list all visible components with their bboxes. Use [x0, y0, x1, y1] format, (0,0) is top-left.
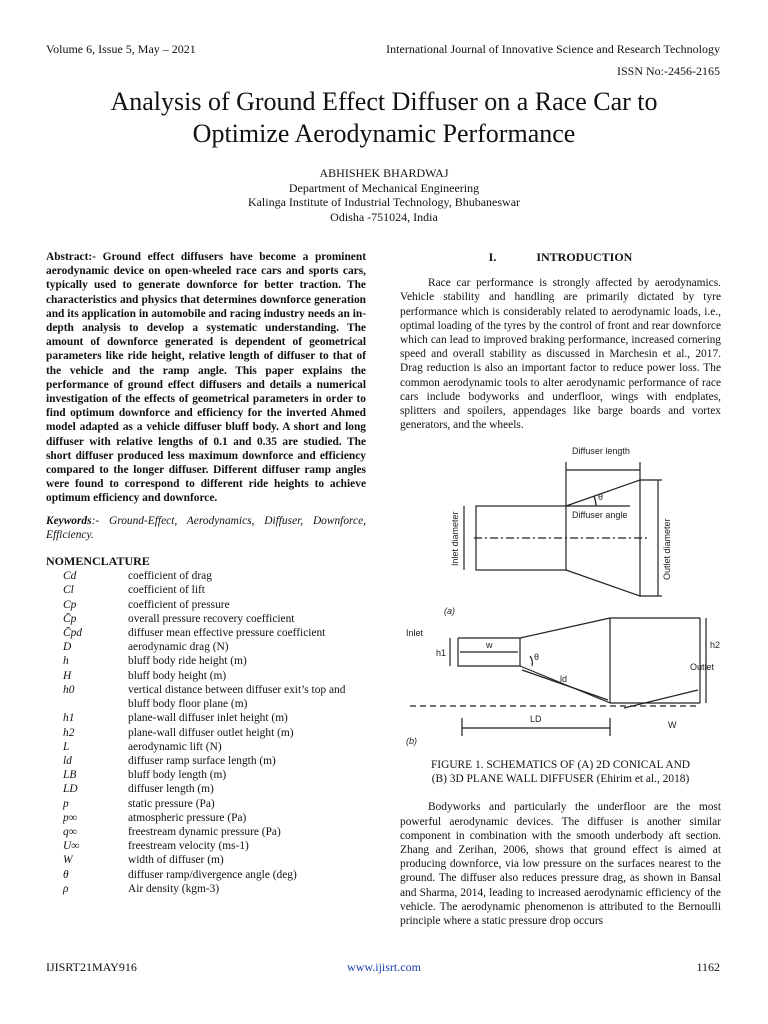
label-diffuser-angle: Diffuser angle: [572, 510, 628, 521]
nomenclature-symbol: p: [63, 797, 69, 810]
nomenclature-definition: bluff body length (m): [128, 769, 227, 782]
label-ld: ld: [560, 674, 568, 685]
nomenclature-definition: aerodynamic lift (N): [128, 740, 222, 753]
section-number: I.: [488, 250, 497, 264]
inlet-pipe: [476, 506, 566, 570]
abstract: Abstract:- Ground effect diffusers have become a prominent aerodynamic device on open-wheeled race cars and sports cars, typically used to generate downforce for better traction. The characteristics and physics that determines downforce generation and its application in automobile and racing industry needs an in-depth analysis to develop a systematic understanding. The amount of downforce generated is dependent of geometrical parameters like ride height, relative length of diffuser to that of the vehicle and the ramp angle. This paper explains the performance of ground effect diffusers and details a numerical investigation of the effects of geometrical parameters in order to find optimum downforce and efficiency for the inverted Ahmed model adapted as a vehicle diffuser bluff body. A short and long diffuser with relative lengths of 0.1 and 0.35 are studied. The short diffuser produced less maximum downforce and efficiency compared to the longer diffuser. Different diffuser ramp angles were found to correspond to different ride heights to achieve optimum efficiency and downforce.: [46, 251, 366, 505]
left-column: [46, 250, 366, 896]
footer-url[interactable]: www.ijisrt.com: [347, 960, 421, 974]
nomenclature-symbol: L: [63, 740, 70, 753]
figure-1-drawing: [400, 438, 721, 758]
label-a: (a): [444, 606, 455, 617]
angle-arc: [594, 496, 596, 506]
header-issn: ISSN No:-2456-2165: [616, 64, 720, 78]
nomenclature-definition: diffuser ramp surface length (m): [128, 754, 276, 767]
author-block: [40, 166, 728, 224]
label-theta-b: θ: [534, 652, 540, 663]
theta-arc-b: [530, 656, 532, 666]
nomenclature-row: [46, 583, 366, 597]
nomenclature-definition: atmospheric pressure (Pa): [128, 811, 247, 824]
nomenclature-definition: aerodynamic drag (N): [128, 641, 229, 654]
label-theta-a: θ: [598, 492, 604, 503]
nomenclature-symbol: LB: [63, 769, 77, 782]
nomenclature-row: [46, 868, 366, 882]
label-outlet-diameter: Outlet diameter: [662, 518, 672, 581]
author-institute: Kalinga Institute of Industrial Technology, Bhubaneswar: [247, 195, 521, 209]
nomenclature-symbol: U∞: [63, 840, 80, 853]
header-journal: International Journal of Innovative Science and Research Technology: [386, 42, 720, 56]
author-location: Odisha -751024, India: [330, 209, 438, 224]
nomenclature-symbol: Cd: [63, 570, 77, 583]
section-heading: [400, 250, 721, 264]
label-diffuser-length: Diffuser length: [572, 446, 630, 457]
label-LD: LD: [530, 714, 542, 725]
nomenclature-row: [46, 754, 366, 768]
nomenclature-symbol: C̄p: [63, 612, 77, 625]
nomenclature-row: [46, 626, 366, 640]
nomenclature-definition: coefficient of drag: [128, 570, 212, 583]
author-dept: Department of Mechanical Engineering: [288, 180, 480, 195]
nomenclature-row: [46, 612, 366, 626]
nomenclature-symbol: h0: [63, 683, 75, 696]
footer-page: 1162: [696, 960, 720, 974]
nomenclature-symbol: ld: [63, 754, 72, 767]
nomenclature-symbol: q∞: [63, 825, 77, 838]
author-name: ABHISHEK BHARDWAJ: [319, 166, 449, 180]
nomenclature-symbol: Cl: [63, 584, 74, 597]
nomenclature-symbol: h: [63, 655, 69, 668]
nomenclature-list: [46, 569, 366, 896]
title-line-1: Analysis of Ground Effect Diffuser on a Race Car to: [110, 87, 658, 116]
label-inlet: Inlet: [406, 628, 424, 639]
right-column: [400, 250, 721, 928]
nomenclature-row: [46, 598, 366, 612]
section-title: INTRODUCTION: [536, 250, 633, 264]
nomenclature-definition: Air density (kgm-3): [128, 882, 220, 895]
nomenclature-definition: width of diffuser (m): [128, 854, 224, 867]
intro-paragraph-2: Bodyworks and particularly the underfloor are the most powerful aerodynamic devices. The diffuser is another similar component in combination with the smooth underbody aft section. Zhang and Zerihan, 2006, shows that ground effect is aimed at producing downforce, via low pressure on the surfaces nearest to the ground. The diffuser also reduces pressure drag, as shown in Bansal and Sharma, 2014, leading to increased aerodynamic efficiency of the vehicle. The aerodynamic phenomenon is attributed to the Bernoulli principle where a static pressure drop occurs: [400, 801, 721, 928]
nomenclature-row: [46, 782, 366, 796]
nomenclature-row: [46, 669, 366, 683]
label-h2: h2: [710, 640, 721, 651]
nomenclature-row: [46, 811, 366, 825]
figure-caption-2: (B) 3D PLANE WALL DIFFUSER (Ehirim et al., 2018): [431, 773, 690, 786]
nomenclature-row: [46, 825, 366, 839]
nomenclature-definition: coefficient of lift: [128, 584, 205, 597]
nomenclature-definition: freestream velocity (ms-1): [128, 840, 249, 853]
nomenclature-definition: overall pressure recovery coefficient: [128, 612, 295, 625]
label-h1: h1: [436, 648, 447, 659]
nomenclature-symbol: D: [63, 641, 72, 654]
nomenclature-row: [46, 882, 366, 896]
nomenclature-row: [46, 726, 366, 740]
nomenclature-definition: plane-wall diffuser inlet height (m): [128, 712, 288, 725]
nomenclature-symbol: h1: [63, 712, 75, 725]
nomenclature-row: [46, 853, 366, 867]
nomenclature-symbol: W: [63, 854, 73, 867]
nomenclature-row: [46, 768, 366, 782]
keywords-text: :- Ground-Effect, Aerodynamics, Diffuser, Downforce, Efficiency.: [46, 514, 366, 541]
nomenclature-row: [46, 654, 366, 668]
nomenclature-symbol: H: [63, 669, 72, 682]
nomenclature-symbol: p∞: [63, 811, 77, 824]
nomenclature-row: [46, 640, 366, 654]
nomenclature-definition: vertical distance between diffuser exit’s top and bluff body floor plane (m): [128, 683, 346, 711]
label-w: w: [486, 640, 493, 651]
header-volume: Volume 6, Issue 5, May – 2021: [46, 42, 196, 56]
label-W: W: [668, 720, 677, 731]
keywords: [46, 514, 366, 542]
ramp-top: [520, 618, 610, 638]
nomenclature-row: [46, 683, 366, 711]
label-b: (b): [406, 736, 417, 747]
nomenclature-symbol: Cp: [63, 598, 77, 611]
nomenclature-definition: bluff body height (m): [128, 669, 227, 682]
nomenclature-symbol: C̄pd: [63, 627, 82, 640]
keywords-label: Keywords: [46, 514, 92, 527]
nomenclature-definition: diffuser ramp/divergence angle (deg): [128, 868, 297, 881]
label-outlet: Outlet: [690, 662, 715, 673]
figure-caption-1: FIGURE 1. SCHEMATICS OF (A) 2D CONICAL AND: [430, 759, 691, 772]
nomenclature-definition: static pressure (Pa): [128, 797, 215, 810]
nomenclature-definition: plane-wall diffuser outlet height (m): [128, 726, 294, 739]
label-inlet-diameter: Inlet diameter: [450, 511, 460, 567]
intro-paragraph-1: Race car performance is strongly affected by aerodynamics. Vehicle stability and handling are primarily dictated by tyre performance which is considerably related to aerodynamic loads, i.e., optimal loading of the tyres by the control of front and rear downforce which can lead to improved braking performance, increased cornering speed and overall stability as discussed in Marchesin et al., 2017. Drag reduction is also an important factor to reduce power loss. The common aerodynamic tools to alter aerodynamic performance of race cars include bodyworks and underfloor, wings with endplates, splitters and spoilers, appendages like barge boards and vortex generators, and the wheels.: [400, 277, 721, 432]
nomenclature-definition: bluff body ride height (m): [128, 655, 247, 668]
nomenclature-heading: NOMENCLATURE: [46, 554, 150, 569]
nomenclature-definition: coefficient of pressure: [128, 598, 230, 611]
nomenclature-definition: freestream dynamic pressure (Pa): [128, 825, 281, 838]
nomenclature-row: [46, 797, 366, 811]
nomenclature-symbol: ρ: [63, 882, 69, 895]
nomenclature-definition: diffuser length (m): [128, 783, 214, 796]
figure-1: [400, 438, 721, 758]
w-arrow-diag: [624, 690, 698, 708]
nomenclature-symbol: h2: [63, 726, 75, 739]
nomenclature-row: [46, 740, 366, 754]
nomenclature-definition: diffuser mean effective pressure coefficient: [128, 627, 326, 640]
nomenclature-row: [46, 839, 366, 853]
footer-id: IJISRT21MAY916: [46, 960, 137, 974]
nomenclature-row: [46, 569, 366, 583]
nomenclature-symbol: θ: [63, 868, 69, 881]
nomenclature-row: [46, 711, 366, 725]
paper-title: [40, 86, 728, 150]
nomenclature-symbol: LD: [63, 783, 78, 796]
title-line-2: Optimize Aerodynamic Performance: [192, 119, 576, 148]
